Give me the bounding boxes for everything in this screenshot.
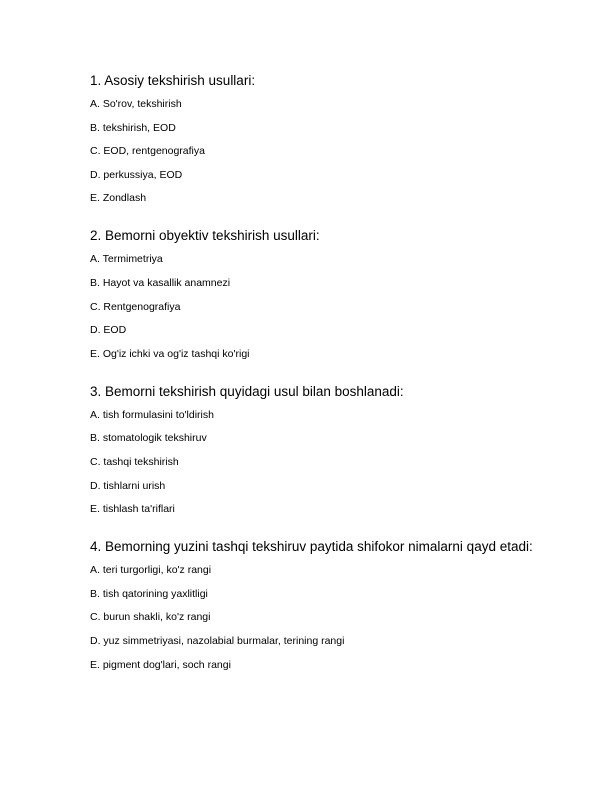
option-a: A. teri turgorligi, ko'z rangi — [90, 564, 212, 577]
option-b: B. stomatologik tekshiruv — [90, 432, 207, 445]
question-list — [90, 72, 550, 694]
option-e: E. tishlash ta'riflari — [90, 503, 175, 516]
option-d: D. yuz simmetriyasi, nazolabial burmalar, terining rangi — [90, 634, 345, 647]
option-b: B. Hayot va kasallik anamnezi — [90, 276, 231, 289]
option-d: D. perkussiya, EOD — [90, 168, 183, 181]
option-e: E. pigment dog'lari, soch rangi — [90, 658, 231, 671]
option-c: C. EOD, rentgenografiya — [90, 145, 205, 158]
question-2 — [90, 227, 550, 360]
option-list — [90, 408, 550, 516]
option-d: D. tishlarni urish — [90, 479, 166, 492]
option-b: B. tekshirish, EOD — [90, 121, 176, 134]
option-a: A. tish formulasini to'ldirish — [90, 408, 214, 421]
question-title: 4. Bemorning yuzini tashqi tekshiruv paytida shifokor nimalarni qayd etadi: — [90, 539, 533, 555]
option-e: E. Og'iz ichki va og'iz tashqi ko'rigi — [90, 347, 250, 360]
option-d: D. EOD — [90, 324, 127, 337]
question-title: 3. Bemorni tekshirish quyidagi usul bilan boshlanadi: — [90, 383, 404, 399]
question-title: 2. Bemorni obyektiv tekshirish usullari: — [90, 228, 320, 244]
option-a: A. So'rov, tekshirish — [90, 98, 182, 110]
option-e: E. Zondlash — [90, 192, 147, 205]
option-list — [90, 97, 550, 205]
option-list — [90, 252, 550, 360]
question-title: 1. Asosiy tekshirish usullari: — [90, 73, 256, 88]
option-b: B. tish qatorining yaxlitligi — [90, 587, 208, 600]
option-c: C. Rentgenografiya — [90, 300, 181, 313]
option-c: C. tashqi tekshirish — [90, 455, 179, 468]
question-3 — [90, 383, 550, 516]
question-1 — [90, 72, 550, 205]
option-list — [90, 563, 550, 671]
question-4 — [90, 538, 550, 671]
option-a: A. Termimetriya — [90, 253, 163, 266]
option-c: C. burun shakli, ko'z rangi — [90, 611, 211, 624]
